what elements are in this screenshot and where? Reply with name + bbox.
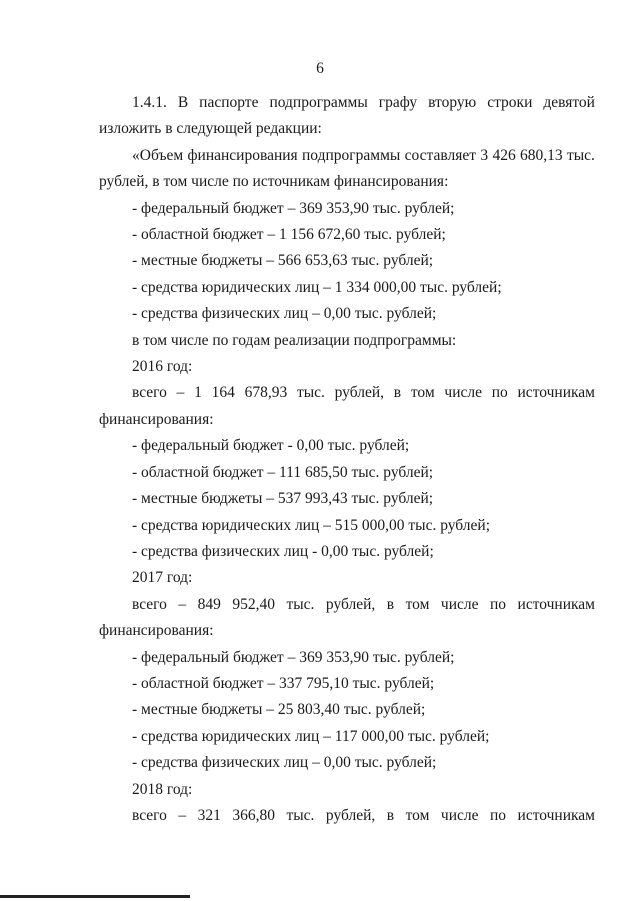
list-item: - областной бюджет – 337 795,10 тыс. рублей;	[132, 674, 435, 692]
word: подпрограммы	[269, 94, 368, 111]
list-item: - средства физических лиц – 0,00 тыс. рублей;	[132, 754, 437, 772]
word: рублей,	[325, 806, 376, 824]
word: всего	[132, 806, 167, 824]
list-item: 2016 год:	[132, 358, 193, 376]
total-line	[99, 380, 595, 406]
word: числе	[440, 595, 479, 613]
word: тыс.	[566, 146, 595, 164]
word: графу	[378, 94, 418, 111]
continuation-line: изложить в следующей редакции:	[99, 120, 322, 138]
word: 849	[197, 595, 221, 613]
word: паспорте	[199, 94, 259, 111]
word: –	[178, 595, 187, 613]
word: тыс.	[286, 806, 315, 824]
word: в	[386, 595, 395, 613]
continuation-line: рублей, в том числе по источникам финансирования:	[99, 173, 449, 191]
list-item: - средства физических лиц - 0,00 тыс. рублей;	[132, 542, 434, 560]
word: строки	[487, 94, 533, 111]
list-item: 2017 год:	[132, 569, 193, 587]
word: по	[491, 384, 508, 402]
word: 1	[194, 384, 202, 402]
word: тыс.	[286, 595, 315, 613]
word: 321	[197, 806, 221, 824]
list-item: - средства юридических лиц – 117 000,00 тыс. рублей;	[132, 727, 490, 745]
word: вторую	[428, 94, 477, 111]
paragraph-line	[99, 90, 595, 116]
word: рублей,	[334, 384, 385, 402]
word: всего	[132, 595, 167, 613]
footnote-rule	[0, 895, 190, 898]
list-item: - областной бюджет – 1 156 672,60 тыс. рублей;	[132, 226, 446, 244]
word: 680,13	[520, 146, 563, 164]
list-item: - федеральный бюджет - 0,00 тыс. рублей;	[132, 437, 410, 455]
word: в	[386, 806, 395, 824]
page-number: 6	[316, 60, 324, 77]
word: 366,80	[232, 806, 275, 824]
word: всего	[132, 384, 167, 402]
word: тыс.	[296, 384, 325, 402]
word: том	[405, 595, 430, 613]
word: 3	[480, 146, 489, 164]
document-body	[99, 90, 595, 829]
word: –	[178, 806, 187, 824]
total-line	[99, 592, 595, 618]
list-item: - средства юридических лиц – 1 334 000,00 тыс. рублей;	[132, 278, 502, 296]
list-item: - местные бюджеты – 25 803,40 тыс. рублей;	[132, 701, 426, 719]
word: по	[490, 806, 507, 824]
word: составляет	[404, 146, 477, 164]
list-item: - средства физических лиц – 0,00 тыс. рублей;	[132, 305, 437, 323]
list-item: - федеральный бюджет – 369 353,90 тыс. рублей;	[132, 199, 455, 217]
word: «Объем	[132, 146, 184, 164]
total-line	[99, 803, 595, 829]
list-item: - местные бюджеты – 537 993,43 тыс. рублей;	[132, 490, 434, 508]
paragraph-line	[99, 143, 595, 169]
word: источникам	[517, 384, 595, 402]
word: по	[490, 595, 507, 613]
word: 164	[211, 384, 235, 402]
list-item: - федеральный бюджет – 369 353,90 тыс. рублей;	[132, 648, 455, 666]
word: 952,40	[232, 595, 275, 613]
word: в	[393, 384, 402, 402]
word: В	[177, 94, 189, 111]
word: подпрограммы	[302, 146, 401, 164]
list-item: - средства юридических лиц – 515 000,00 тыс. рублей;	[132, 516, 491, 534]
list-item: - местные бюджеты – 566 653,63 тыс. рублей;	[132, 252, 434, 270]
list-item: - областной бюджет – 111 685,50 тыс. рублей;	[132, 463, 434, 481]
word: 1.4.1.	[132, 94, 167, 111]
word: –	[176, 384, 185, 402]
word: рублей,	[325, 595, 376, 613]
list-item: в том числе по годам реализации подпрограммы:	[132, 331, 457, 349]
word: девятой	[543, 94, 595, 111]
list-item: 2018 год:	[132, 780, 193, 798]
word: числе	[440, 806, 479, 824]
word: источникам	[517, 806, 595, 824]
continuation-line: финансирования:	[99, 410, 214, 428]
word: том	[405, 806, 430, 824]
continuation-line: финансирования:	[99, 622, 214, 640]
word: том	[410, 384, 435, 402]
word: 426	[492, 146, 516, 164]
word: 678,93	[244, 384, 288, 402]
word: финансирования	[187, 146, 298, 164]
word: источникам	[517, 595, 595, 613]
word: числе	[444, 384, 482, 402]
